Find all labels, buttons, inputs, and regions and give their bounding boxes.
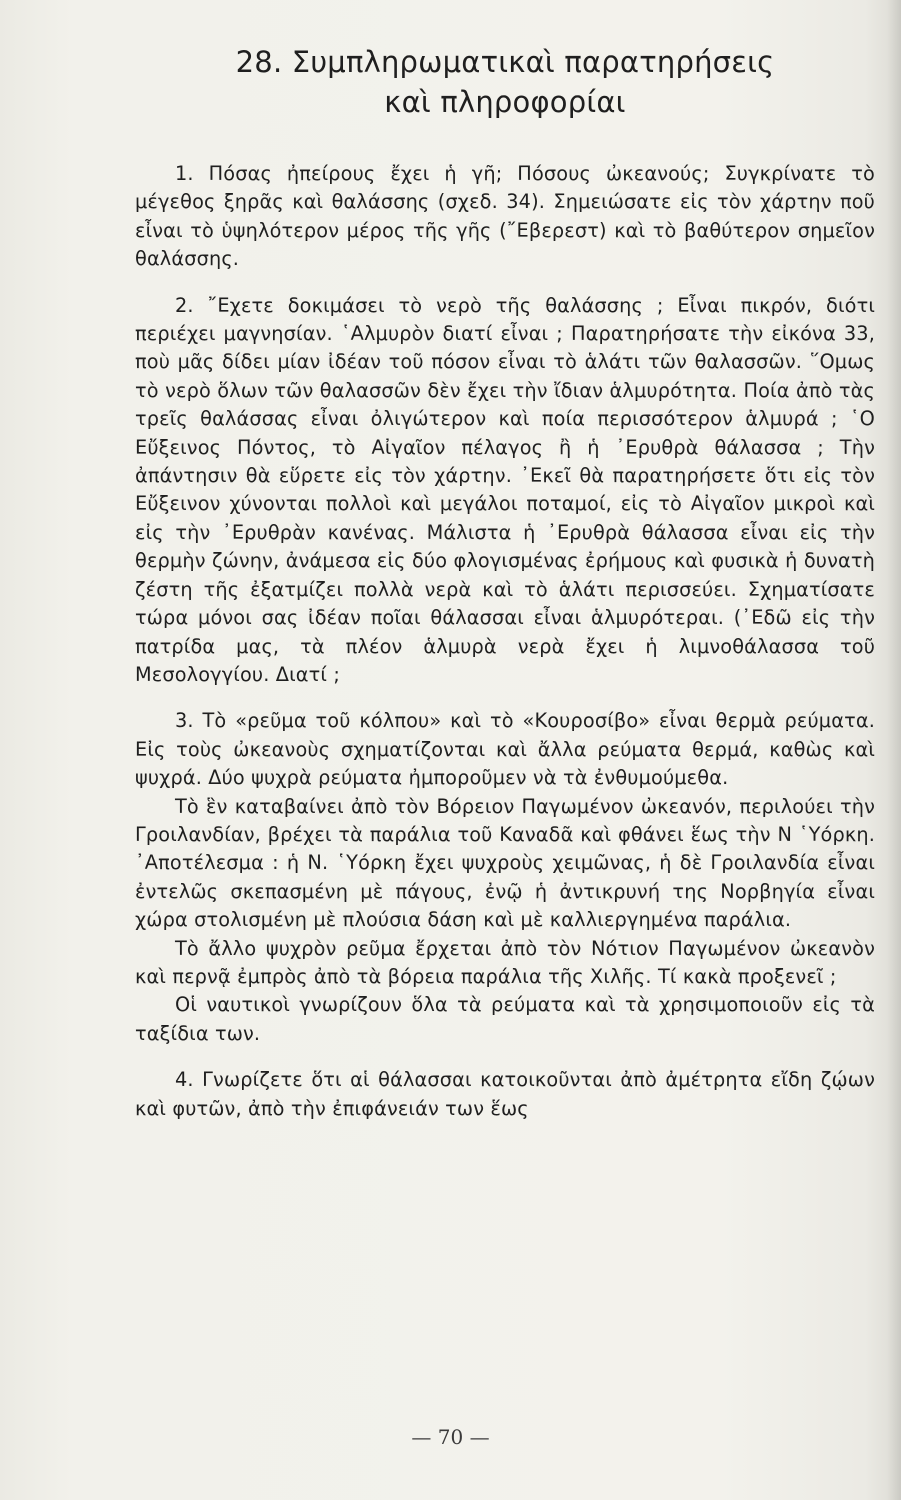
- paragraph-2: 2. ῎Εχετε δοκιμάσει τὸ νερὸ τῆς θαλάσσης ; Εἶναι πικρόν, διότι περιέχει μαγνησίαν. ῾Αλμυρὸν διατί εἶναι ; Παρατηρήσατε τὴν εἰκόνα 33, ποὺ μᾶς δίδει μίαν ἰδέαν τοῦ πόσον εἶναι τὸ ἁλάτι τῶν θαλασσῶν. ῞Ομως τὸ νερὸ ὅλων τῶν θαλασσῶν δὲν ἔχει τὴν ἴδιαν ἁλμυρότητα. Ποία ἀπὸ τὰς τρεῖς θαλάσσας εἶναι ὀλιγώτερον καὶ ποία περισσότερον ἁλμυρά ; ῾Ο Εὔξεινος Πόντος, τὸ Αἰγαῖον πέλαγος ἢ ἡ ᾿Ερυθρὰ θάλασσα ; Τὴν ἀπάντησιν θὰ εὕρετε εἰς τὸν χάρτην. ᾿Εκεῖ θὰ παρατηρήσετε ὅτι εἰς τὸν Εὔξεινον χύνονται πολλοὶ καὶ μεγάλοι ποταμοί, εἰς τὸ Αἰγαῖον μικροὶ καὶ εἰς τὴν ᾿Ερυθρὰν κανένας. Μάλιστα ἡ ᾿Ερυθρὰ θάλασσα εἶναι εἰς τὴν θερμὴν ζώνην, ἀνάμεσα εἰς δύο φλογισμένας ἐρήμους καὶ φυσικὰ ἡ δυνατὴ ζέστη τῆς ἐξατμίζει πολλὰ νερὰ καὶ τὸ ἁλάτι περισσεύει. Σχηματίσατε τώρα μόνοι σας ἰδέαν ποῖαι θάλασσαι εἶναι ἁλμυρότεραι. (᾿Εδῶ εἰς τὴν πατρίδα μας, τὰ πλέον ἁλμυρὰ νερὰ ἔχει ἡ λιμνοθάλασσα τοῦ Μεσολογγίου. Διατί ;: [135, 293, 875, 686]
- section-title-line-2: καὶ πληροφορίαι: [384, 85, 626, 119]
- page-number: — 70 —: [411, 1425, 490, 1449]
- paragraph-1: 1. Πόσας ἠπείρους ἔχει ἡ γῆ; Πόσους ὠκεανούς; Συγκρίνατε τὸ μέγεθος ξηρᾶς καὶ θαλάσσης (σχεδ. 34). Σημειώσατε εἰς τὸν χάρτην ποῦ εἶναι τὸ ὑψηλότερον μέρος τῆς γῆς (῎Εβερεστ) καὶ τὸ βαθύτερον σημεῖον θαλάσσης.: [135, 162, 875, 271]
- paragraph-3: 3. Τὸ «ρεῦμα τοῦ κόλπου» καὶ τὸ «Κουροσίβο» εἶναι θερμὰ ρεύματα. Εἰς τοὺς ὠκεανοὺς σχηματίζονται καὶ ἄλλα ρεύματα θερμά, καθὼς καὶ ψυχρά. Δύο ψυχρὰ ρεύματα ἠμποροῦμεν νὰ τὰ ἐνθυμούμεθα.: [135, 709, 875, 790]
- section-title-line-1: 28. Συμπληρωματικαὶ παρατηρήσεις: [235, 45, 775, 79]
- paragraph-3-cold-current-1: Τὸ ἓν καταβαίνει ἀπὸ τὸν Βόρειον Παγωμένον ὠκεανόν, περιλούει τὴν Γροιλανδίαν, βρέχει τὰ παράλια τοῦ Καναδᾶ καὶ φθάνει ἕως τὴν Ν ῾Υόρκη. ᾿Αποτέλεσμα : ἡ Ν. ῾Υόρκη ἔχει ψυχροὺς χειμῶνας, ἡ δὲ Γροιλανδία εἶναι ἐντελῶς σκεπασμένη μὲ πάγους, ἐνῷ ἡ ἀντικρυνή της Νορβηγία εἶναι χώρα στολισμένη μὲ πλούσια δάση καὶ μὲ καλλιεργημένα παράλια.: [135, 794, 875, 932]
- paragraph-4: 4. Γνωρίζετε ὅτι αἱ θάλασσαι κατοικοῦνται ἀπὸ ἀμέτρητα εἴδη ζῴων καὶ φυτῶν, ἀπὸ τὴν ἐπιφάνειάν των ἕως: [135, 1068, 875, 1120]
- page-edge-shadow: [887, 0, 901, 1500]
- paragraph-3-cold-current-2: Τὸ ἄλλο ψυχρὸν ρεῦμα ἔρχεται ἀπὸ τὸν Νότιον Παγωμένον ὠκεανὸν καὶ περνᾷ ἐμπρὸς ἀπὸ τὰ βόρεια παράλια τῆς Χιλῆς. Τί κακὰ προξενεῖ ;: [135, 936, 875, 988]
- paragraph-3-sailors: Οἱ ναυτικοὶ γνωρίζουν ὅλα τὰ ρεύματα καὶ τὰ χρησιμοποιοῦν εἰς τὰ ταξίδια των.: [135, 993, 875, 1045]
- body-text: [135, 160, 875, 1123]
